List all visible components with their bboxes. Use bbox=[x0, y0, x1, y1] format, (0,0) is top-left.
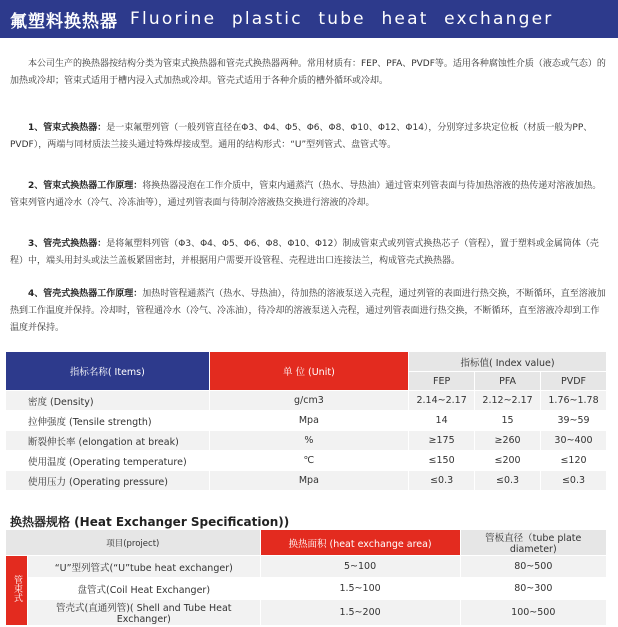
specification-table bbox=[5, 529, 607, 626]
row-pfa: ≥260 bbox=[475, 431, 541, 451]
row-pfa: ≤0.3 bbox=[475, 471, 541, 491]
row-pfa: ≤200 bbox=[475, 451, 541, 471]
header-area: 换热面积 (heat exchange area) bbox=[260, 530, 460, 556]
paragraph-tube-bundle-principle bbox=[10, 178, 608, 212]
paragraph-text: 加热时管程通蒸汽（热水、导热油），待加热的溶液泵送入壳程，通过列管的表面进行热交换，不断循环，直至溶液加热到工作温度并保持。冷却时，管程通冷水（冷气、冷冻油），待冷却的溶液泵送入壳程，通过列管表面进行热交换，不断循环，直至溶液冷却到工作温度并保持。 bbox=[10, 289, 606, 333]
row-diameter: 80~500 bbox=[460, 556, 606, 578]
header-fep: FEP bbox=[409, 372, 475, 391]
row-unit: ℃ bbox=[209, 451, 408, 471]
row-pvdf: ≤0.3 bbox=[541, 471, 607, 491]
row-fep: ≤150 bbox=[409, 451, 475, 471]
paragraph-label: 1、管束式换热器： bbox=[28, 123, 107, 133]
row-area: 1.5~200 bbox=[260, 600, 460, 626]
row-unit: Mpa bbox=[209, 471, 408, 491]
row-name: 使用温度 (Operating temperature) bbox=[6, 451, 210, 471]
row-name: 断裂伸长率 (elongation at break) bbox=[6, 431, 210, 451]
row-name: “U”型列管式(“U”tube heat exchanger) bbox=[28, 556, 261, 578]
paragraph-shell-tube-principle bbox=[10, 286, 608, 337]
row-pvdf: 39~59 bbox=[541, 411, 607, 431]
table-row bbox=[6, 556, 607, 578]
title-banner bbox=[0, 0, 618, 38]
row-unit: % bbox=[209, 431, 408, 451]
table-row bbox=[6, 600, 607, 626]
table-row bbox=[6, 431, 607, 451]
header-project: 项目(project) bbox=[6, 530, 261, 556]
row-pvdf: 1.76~1.78 bbox=[541, 391, 607, 411]
row-unit: Mpa bbox=[209, 411, 408, 431]
row-area: 1.5~100 bbox=[260, 578, 460, 600]
title-cn: 氟塑料换热器 bbox=[10, 11, 118, 32]
header-index-value: 指标值( Index value) bbox=[409, 352, 607, 372]
table-row bbox=[6, 411, 607, 431]
paragraph-label: 3、管壳式换热器： bbox=[28, 239, 107, 249]
side-label bbox=[6, 556, 28, 626]
row-name: 盘管式(Coil Heat Exchanger) bbox=[28, 578, 261, 600]
header-unit: 单 位 (Unit) bbox=[209, 352, 408, 391]
paragraph-tube-bundle bbox=[10, 120, 608, 154]
side-label-text: 管束式 bbox=[12, 575, 22, 602]
paragraph-text: 是将氟塑料列管（Φ3、Φ4、Φ5、Φ6、Φ8、Φ10、Φ12）制成管束式或列管式换热芯子（管程），置于塑料或金属筒体（壳程）中，端头用封头或法兰盖板紧固密封，并根据用户需要开设管程、壳程进出口连接法兰，构成管壳式换热器。 bbox=[10, 239, 599, 266]
row-unit: g/cm3 bbox=[209, 391, 408, 411]
row-fep: 2.14~2.17 bbox=[409, 391, 475, 411]
table-row bbox=[6, 578, 607, 600]
table-row bbox=[6, 471, 607, 491]
row-fep: 14 bbox=[409, 411, 475, 431]
spec-title: 换热器规格 (Heat Exchanger Specification)) bbox=[10, 515, 290, 529]
row-name: 使用压力 (Operating pressure) bbox=[6, 471, 210, 491]
row-name: 拉伸强度 (Tensile strength) bbox=[6, 411, 210, 431]
table-row bbox=[6, 451, 607, 471]
paragraph-label: 4、管壳式换热器工作原理： bbox=[28, 289, 143, 299]
row-fep: ≥175 bbox=[409, 431, 475, 451]
row-area: 5~100 bbox=[260, 556, 460, 578]
row-name: 管壳式(直通列管)( Shell and Tube Heat Exchanger) bbox=[28, 600, 261, 626]
row-pfa: 2.12~2.17 bbox=[475, 391, 541, 411]
row-name: 密度 (Density) bbox=[6, 391, 210, 411]
row-pvdf: 30~400 bbox=[541, 431, 607, 451]
row-fep: ≤0.3 bbox=[409, 471, 475, 491]
paragraph-text: 是一束氟塑列管（一般列管直径在Φ3、Φ4、Φ5、Φ6、Φ8、Φ10、Φ12、Φ14），分别穿过多块定位板（材质一般为PP、PVDF），两端与同材质法兰接头通过特殊焊接成型。通用的结构形式：“U”型列管式、盘管式等。 bbox=[10, 123, 593, 150]
row-diameter: 100~500 bbox=[460, 600, 606, 626]
paragraph-shell-tube bbox=[10, 236, 608, 270]
table-row bbox=[6, 391, 607, 411]
header-items: 指标名称( Items) bbox=[6, 352, 210, 391]
intro-paragraph: 本公司生产的换热器按结构分类为管束式换热器和管壳式换热器两种。常用材质有：FEP、PFA、PVDF等。适用各种腐蚀性介质（液态或气态）的加热或冷却；管束式适用于槽内浸入式加热或冷却。管壳式适用于各种介质的槽外循环或冷却。 bbox=[10, 59, 606, 86]
paragraph-text: 将换热器浸泡在工作介质中，管束内通蒸汽（热水、导热油）通过管束列管表面与待加热溶液的热传递对溶液加热。管束列管内通冷水（冷气、冷冻油等），通过列管表面与待制冷溶液热交换进行溶液的冷却。 bbox=[10, 181, 602, 208]
header-pfa: PFA bbox=[475, 372, 541, 391]
header-pvdf: PVDF bbox=[541, 372, 607, 391]
row-pvdf: ≤120 bbox=[541, 451, 607, 471]
paragraph-label: 2、管束式换热器工作原理： bbox=[28, 181, 143, 191]
properties-table bbox=[5, 351, 607, 491]
row-pfa: 15 bbox=[475, 411, 541, 431]
row-diameter: 80~300 bbox=[460, 578, 606, 600]
header-diameter: 管板直径（tube plate diameter) bbox=[460, 530, 606, 556]
title-en: Fluorine plastic tube heat exchanger bbox=[130, 9, 554, 29]
